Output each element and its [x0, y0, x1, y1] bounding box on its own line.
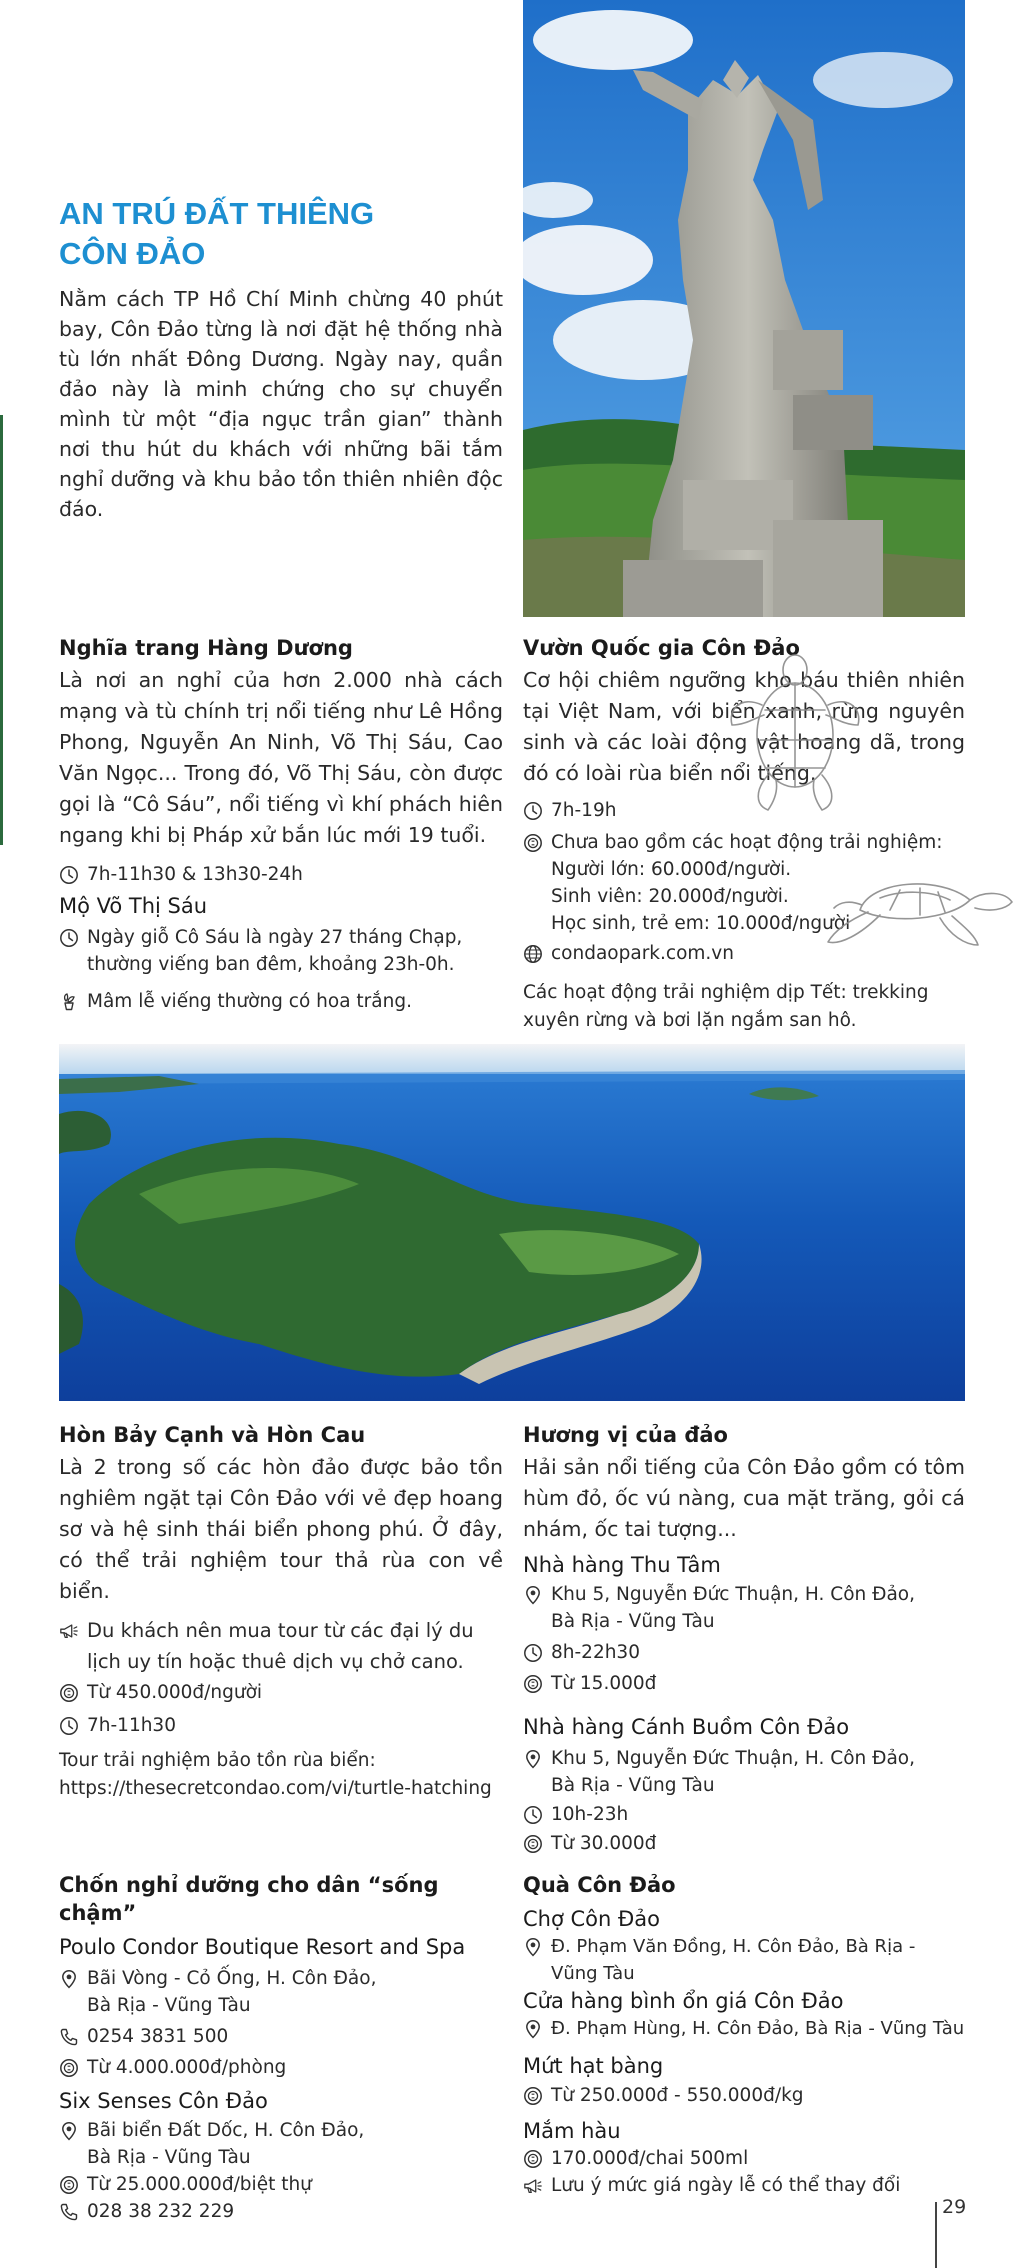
market-name: Chợ Côn Đảo [523, 1907, 660, 1931]
mut-hat-bang-price: Từ 250.000đ - 550.000đ/kg [523, 2082, 965, 2109]
hon-bay-canh-heading: Hòn Bảy Cạnh và Hòn Cau [59, 1423, 366, 1447]
tomb-offering: Mâm lễ viếng thường có hoa trắng. [59, 988, 503, 1015]
clock-icon [59, 928, 79, 948]
shop-name: Cửa hàng bình ổn giá Côn Đảo [523, 1989, 844, 2013]
gifts-section [523, 1871, 965, 2199]
intro-paragraph: Nằm cách TP Hồ Chí Minh chừng 40 phút bay, Côn Đảo từng là nơi đặt hệ thống nhà tù lớn nhất Đông Dương. Ngày nay, quần đảo này là minh chứng cho sự chuyển mình từ một “địa ngục trần gian” thành nơi thu hút du khách với những bãi tắm nghỉ dưỡng và khu bảo tồn thiên nhiên độc đáo. [59, 287, 503, 521]
resort-six-senses-name: Six Senses Côn Đảo [59, 2089, 268, 2113]
hang-duong-hours: 7h-11h30 & 13h30-24h [59, 861, 503, 888]
hon-bay-canh-section [59, 1421, 503, 1803]
resort-six-senses-phone: 028 38 232 229 [59, 2198, 503, 2225]
sea-turtle-drawing-icon [820, 860, 1020, 960]
mut-hat-bang-name: Mứt hạt bàng [523, 2054, 664, 2078]
turtle-drawing-icon [720, 640, 870, 820]
hang-duong-section [59, 634, 503, 1015]
hang-duong-body: Là nơi an nghỉ của hơn 2.000 nhà cách mạng và tù chính trị nổi tiếng như Lê Hồng Phong, Nguyễn An Ninh, Võ Thị Sáu, Cao Văn Ngọc... Trong đó, Võ Thị Sáu, còn được gọi là “Cô Sáu”, nổi tiếng vì khí phách hiên ngang khi bị Pháp xử bắn lúc mới 19 tuổi. [59, 668, 503, 847]
page-number-rule [935, 2202, 937, 2268]
market-address: Đ. Phạm Văn Đồng, H. Côn Đảo, Bà Rịa - Vũng Tàu [523, 1933, 965, 1987]
local-flavour-section [523, 1421, 965, 1857]
left-edge-strip [0, 415, 3, 845]
restaurant-thu-tam-price: Từ 15.000đ [523, 1670, 965, 1697]
location-pin-icon [523, 1749, 543, 1769]
coin-icon [59, 2058, 79, 2078]
national-park-body: Cơ hội chiêm ngưỡng kho báu thiên nhiên tại Việt Nam, với biển xanh, rừng nguyên sinh và các loài động vật hoang dã, trong đó có loài rùa biển nổi tiếng. [523, 668, 965, 785]
hon-bay-canh-body: Là 2 trong số các hòn đảo được bảo tồn nghiêm ngặt tại Côn Đảo với vẻ đẹp hoang sơ và hệ sinh thái biển phong phú. Ở đây, có thể trải nghiệm tour thả rùa con về biển. [59, 1455, 503, 1603]
national-park-heading: Vườn Quốc gia Côn Đảo [523, 636, 800, 660]
restaurant-thu-tam-address: Khu 5, Nguyễn Đức Thuận, H. Côn Đảo, Bà Rịa - Vũng Tàu [523, 1581, 965, 1635]
restaurant-thu-tam-name: Nhà hàng Thu Tâm [523, 1553, 721, 1577]
location-pin-icon [59, 1969, 79, 1989]
resort-poulo-condor-name: Poulo Condor Boutique Resort and Spa [59, 1935, 466, 1959]
local-flavour-heading: Hương vị của đảo [523, 1423, 728, 1447]
coin-icon [523, 1834, 543, 1854]
hang-duong-heading: Nghĩa trang Hàng Dương [59, 636, 353, 660]
megaphone-icon [523, 2176, 543, 2196]
megaphone-icon [59, 1621, 79, 1641]
restaurant-canh-buom-name: Nhà hàng Cánh Buồm Côn Đảo [523, 1715, 850, 1739]
restaurant-thu-tam-hours: 8h-22h30 [523, 1639, 965, 1666]
clock-icon [523, 1805, 543, 1825]
shop-address: Đ. Phạm Hùng, H. Côn Đảo, Bà Rịa - Vũng Tàu [523, 2015, 965, 2042]
tomb-heading: Mộ Võ Thị Sáu [59, 894, 208, 918]
national-park-website[interactable]: condaopark.com.vn [523, 940, 965, 967]
resorts-heading: Chốn nghỉ dưỡng cho dân “sống chậm” [59, 1873, 439, 1925]
phone-icon [59, 2027, 79, 2047]
hon-bay-canh-tip: Du khách nên mua tour từ các đại lý du lịch uy tín hoặc thuê dịch vụ chở cano. [59, 1615, 503, 1677]
phone-icon [59, 2202, 79, 2222]
restaurant-canh-buom-hours: 10h-23h [523, 1801, 965, 1828]
national-park-hours: 7h-19h [523, 797, 965, 824]
hon-bay-canh-hours: 7h-11h30 [59, 1712, 503, 1739]
coin-icon [59, 1683, 79, 1703]
globe-icon [523, 944, 543, 964]
tour-url-link[interactable]: https://thesecretcondao.com/vi/turtle-hatching [59, 1778, 492, 1799]
page-number: 29 [942, 2196, 967, 2218]
statue-photo [523, 0, 965, 617]
clock-icon [59, 1716, 79, 1736]
resort-six-senses-address: Bãi biển Đất Dốc, H. Côn Đảo, Bà Rịa - Vũng Tàu [59, 2117, 503, 2171]
location-pin-icon [523, 1937, 543, 1957]
resort-six-senses-price: Từ 25.000.000đ/biệt thự [59, 2171, 503, 2198]
tomb-anniversary: Ngày giỗ Cô Sáu là ngày 27 tháng Chạp, thường viếng ban đêm, khoảng 23h-0h. [59, 924, 503, 978]
title-line-1: AN TRÚ ĐẤT THIÊNG [59, 196, 375, 231]
coin-icon [523, 2086, 543, 2106]
resorts-section [59, 1871, 503, 2225]
coin-icon [523, 833, 543, 853]
mam-hau-name: Mắm hàu [523, 2119, 621, 2143]
coin-icon [59, 2175, 79, 2195]
local-flavour-body: Hải sản nổi tiếng của Côn Đảo gồm có tôm hùm đỏ, ốc vú nàng, cua mặt trăng, gỏi cá nhám, ốc tai tượng... [523, 1455, 965, 1541]
location-pin-icon [59, 2121, 79, 2141]
offering-icon [59, 992, 79, 1012]
coin-icon [523, 2149, 543, 2169]
restaurant-canh-buom-address: Khu 5, Nguyễn Đức Thuận, H. Côn Đảo, Bà Rịa - Vũng Tàu [523, 1745, 965, 1799]
mam-hau-price: 170.000đ/chai 500ml [523, 2145, 965, 2172]
gifts-heading: Quà Côn Đảo [523, 1873, 676, 1897]
resort-poulo-condor-price: Từ 4.000.000đ/phòng [59, 2054, 503, 2081]
mam-hau-note: Lưu ý mức giá ngày lễ có thể thay đổi [523, 2172, 965, 2199]
clock-icon [523, 1643, 543, 1663]
clock-icon [59, 865, 79, 885]
page-title [59, 194, 499, 274]
tour-label: Tour trải nghiệm bảo tồn rùa biển: [59, 1750, 376, 1771]
location-pin-icon [523, 2019, 543, 2039]
restaurant-canh-buom-price: Từ 30.000đ [523, 1830, 965, 1857]
hon-bay-canh-price: Từ 450.000đ/người [59, 1679, 503, 1706]
location-pin-icon [523, 1585, 543, 1605]
resort-poulo-condor-phone: 0254 3831 500 [59, 2023, 503, 2050]
national-park-price: Chưa bao gồm các hoạt động trải nghiệm: Người lớn: 60.000đ/người. Sinh viên: 20.000đ/người. Học sinh, trẻ em: 10.000đ/người [523, 829, 965, 937]
title-line-2: CÔN ĐẢO [59, 236, 206, 271]
national-park-tet-note: Các hoạt động trải nghiệm dịp Tết: trekking xuyên rừng và bơi lặn ngắm san hô. [523, 982, 929, 1031]
resort-poulo-condor-address: Bãi Vòng - Cỏ Ống, H. Côn Đảo, Bà Rịa - Vũng Tàu [59, 1965, 503, 2019]
clock-icon [523, 801, 543, 821]
island-aerial-photo [59, 1044, 965, 1401]
coin-icon [523, 1674, 543, 1694]
